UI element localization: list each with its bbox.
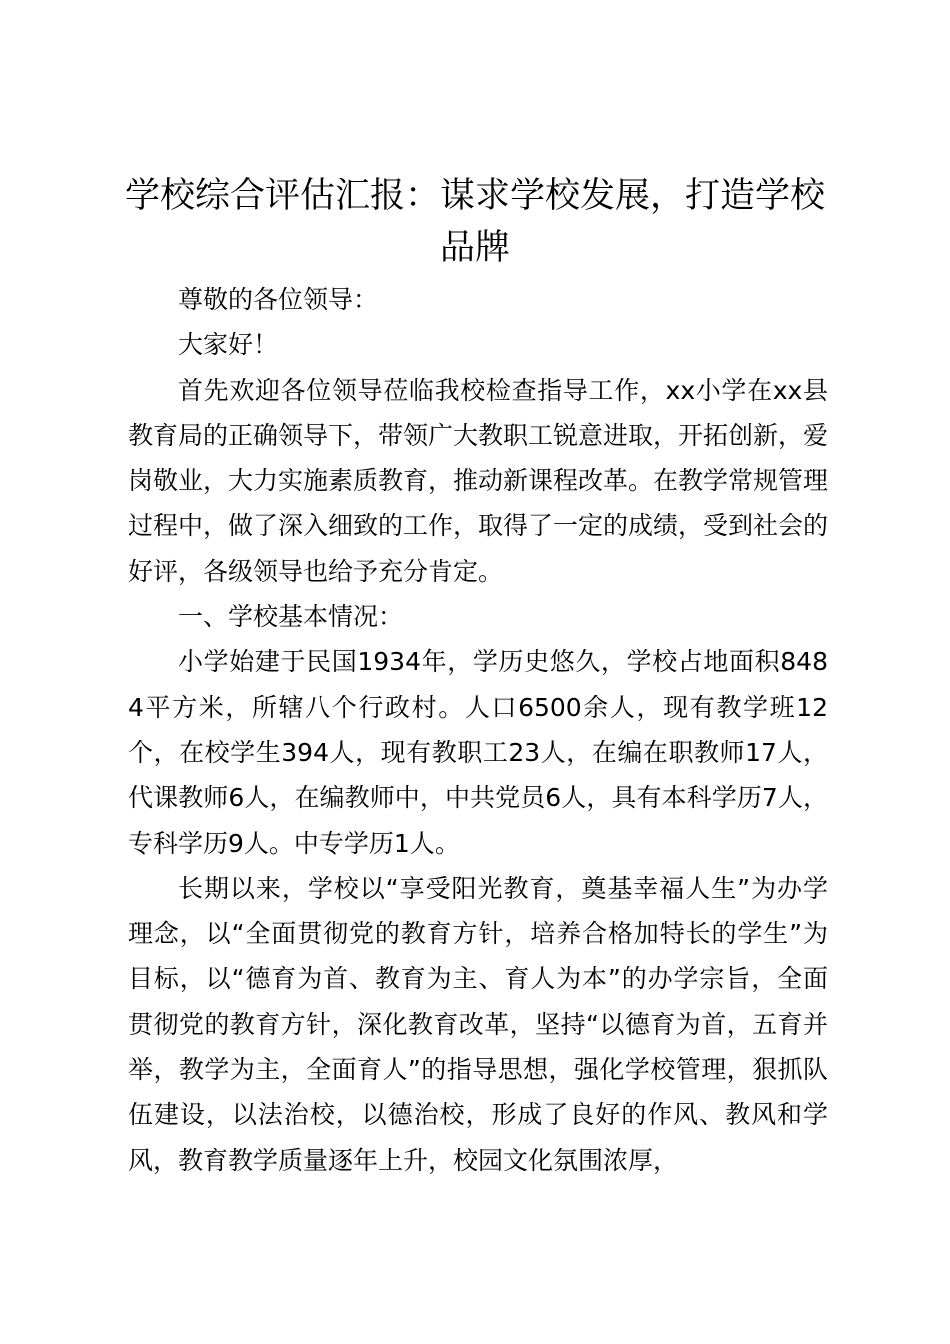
intro-paragraph: 首先欢迎各位领导莅临我校检查指导工作，xx小学在xx县教育局的正确领导下，带领广大教职工锐意进取，开拓创新，爱岗敬业，大力实施素质教育，推动新课程改革。在教学常规管理过程中，做了深入细致的工作，取得了一定的成绩，受到社会的好评，各级领导也给予充分肯定。 bbox=[128, 375, 829, 586]
greeting: 大家好！ bbox=[178, 330, 279, 360]
document-body bbox=[128, 277, 828, 1183]
section-heading-basic-info: 一、学校基本情况： bbox=[178, 602, 404, 632]
salutation: 尊敬的各位领导： bbox=[178, 285, 379, 314]
basic-info-paragraph: 小学始建于民国1934年，学历史悠久，学校占地面积8484平方米，所辖八个行政村。人口6500余人，现有教学班12个，在校学生394人，现有教职工23人，在编在职教师17人，代课教师6人，在编教师中，中共党员6人，具有本科学历7人，专科学历9人。中专学历1人。 bbox=[128, 647, 828, 858]
document-title: 学校综合评估汇报：谋求学校发展，打造学校品牌 bbox=[124, 176, 825, 268]
philosophy-paragraph: 长期以来，学校以“享受阳光教育，奠基幸福人生”为办学理念，以“全面贯彻党的教育方针，培养合格加特长的学生”为目标，以“德育为首、教育为主、育人为本”的办学宗旨，全面贯彻党的教育方针，深化教育改革，坚持“以德育为首，五育并举，教学为主，全面育人”的指导思想，强化学校管理，狠抓队伍建设，以法治校，以德治校，形成了良好的作风、教风和学风，教育教学质量逐年上升，校园文化氛围浓厚， bbox=[128, 873, 828, 1175]
